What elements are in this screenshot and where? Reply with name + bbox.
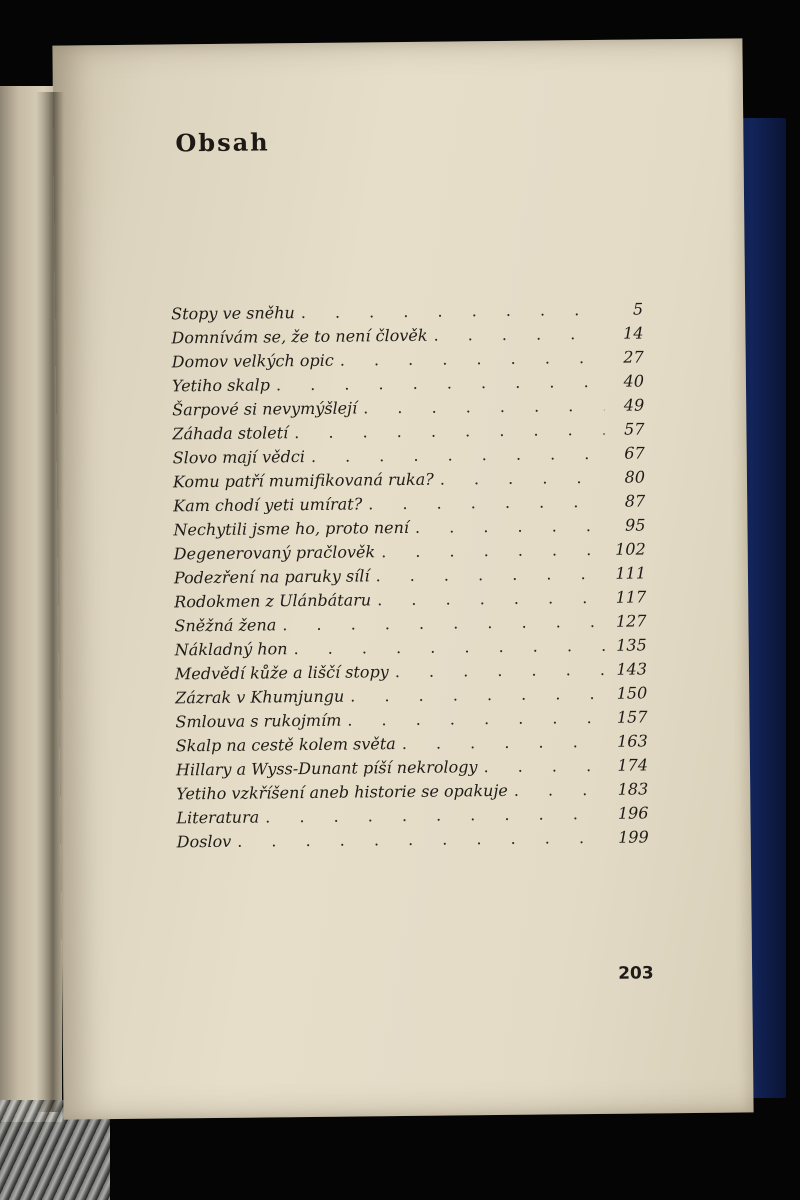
toc-entry-page: 157 [616,707,648,727]
toc-entry-title: Skalp na cestě kolem světa [175,734,396,756]
toc-leader-dots [483,754,608,779]
toc-entry-title: Nechytili jsme ho, proto není [173,517,410,540]
toc-entry-title: Hillary a Wyss-Dunant píší nekrology [175,757,478,780]
toc-entry-page: 40 [623,371,645,391]
toc-leader-dots [433,322,603,348]
page-number: 203 [618,963,654,984]
toc-entry-page: 117 [615,587,647,607]
toc-leader-dots [395,658,607,684]
toc-leader-dots [368,490,605,516]
toc-leader-dots [311,442,605,469]
book-page [52,38,753,1119]
toc-entry-title: Yetiho skalp [171,375,271,396]
toc-entry-title: Slovo mají vědci [172,447,305,468]
toc-entry-title: Domov velkých opic [171,350,334,372]
toc-entry-title: Záhada století [172,423,289,444]
toc-entry-title: Zázrak v Khumjungu [175,686,345,708]
toc-entry-page: 174 [617,755,649,775]
toc-entry-page: 14 [622,323,644,343]
toc-entry-page: 183 [617,779,649,799]
book-gutter-shadow [36,92,64,1112]
toc-entry-page: 27 [623,347,644,367]
toc-entry-title: Nákladný hon [174,639,288,660]
toc-entry-page: 196 [617,803,649,823]
toc-entry-title: Domnívám se, že to není člověk [171,325,428,348]
toc-entry-page: 95 [624,515,646,535]
toc-leader-dots [294,418,604,445]
toc-entry-title: Literatura [176,807,260,828]
toc-leader-dots [363,394,604,421]
toc-entry-page: 67 [624,443,645,463]
toc-leader-dots [293,634,606,661]
toc-entry-page: 163 [617,731,648,751]
toc-entry-page: 150 [616,683,648,703]
toc-leader-dots [237,826,609,854]
toc-entry-page: 87 [624,491,646,511]
toc-entry-title: Yetiho vzkříšení aneb historie se opakuje [176,780,508,804]
toc-leader-dots [265,802,608,830]
table-of-contents [171,297,649,854]
toc-leader-dots [381,538,606,564]
toc-entry-title: Stopy ve sněhu [171,303,295,324]
toc-leader-dots [402,730,608,756]
toc-entry-page: 143 [616,659,648,679]
toc-leader-dots [276,370,604,397]
toc-entry-page: 135 [616,635,647,655]
toc-entry-page: 57 [623,419,645,439]
toc-leader-dots [415,514,606,540]
toc-entry-title: Smlouva s rukojmím [175,710,342,732]
toc-leader-dots [440,466,605,492]
toc-entry-title: Rodokmen z Ulánbátaru [174,590,372,612]
toc-entry-page: 102 [615,539,646,559]
toc-entry-page: 5 [632,299,644,319]
toc-entry-page: 127 [615,611,647,631]
toc-entry-title: Komu patří mumifikovaná ruka? [172,469,434,492]
toc-entry-page: 111 [615,563,647,583]
toc-entry-page: 49 [623,395,645,415]
toc-leader-dots [282,610,606,637]
toc-entry-title: Podezření na paruky sílí [173,566,370,588]
toc-entry-title: Medvědí kůže a liščí stopy [174,662,389,684]
toc-entry-page: 80 [624,467,646,487]
toc-leader-dots [340,346,604,373]
toc-leader-dots [375,562,606,588]
toc-leader-dots [377,586,606,612]
toc-leader-dots [301,298,604,325]
page-heading: Obsah [175,127,270,158]
toc-entry-title: Sněžná žena [174,615,277,636]
toc-entry-title: Doslov [176,831,232,852]
toc-entry [177,825,649,854]
toc-leader-dots [350,682,607,709]
toc-entry-page: 199 [618,827,649,847]
toc-entry-title: Kam chodí yeti umírat? [173,494,363,516]
toc-entry-title: Šarpové si nevymýšlejí [172,398,358,420]
toc-leader-dots [347,706,607,733]
toc-entry-title: Degenerovaný pračlověk [173,542,376,564]
toc-leader-dots [514,778,609,803]
